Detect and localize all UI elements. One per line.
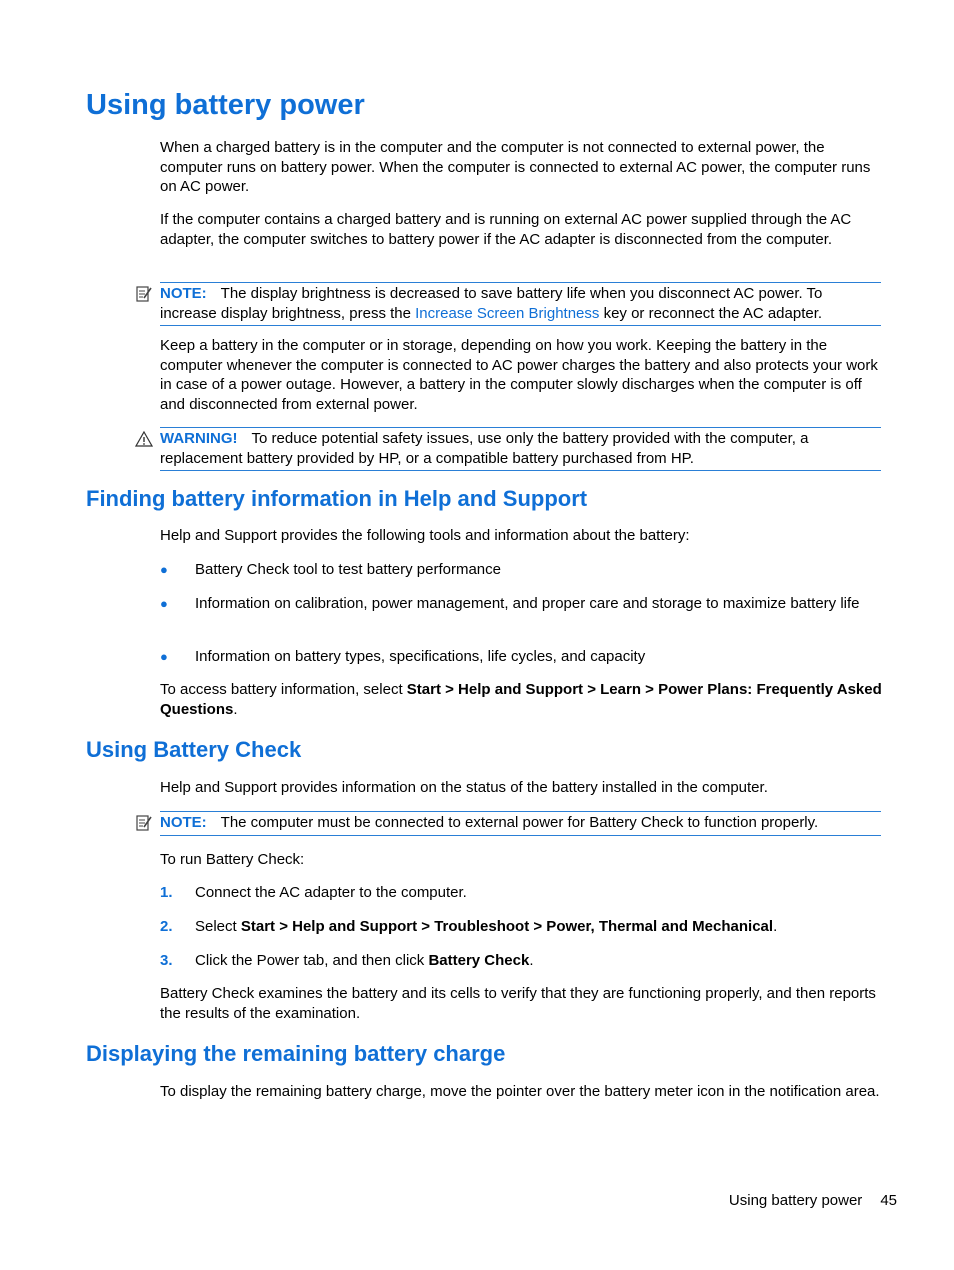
step-text: Connect the AC adapter to the computer.: [195, 884, 467, 901]
note-text-before: The display brightness is decreased to save battery life when you disconnect AC power. To increase display brightness, press the: [160, 285, 823, 322]
step-text: Click the Power tab, and then click Battery Check.: [195, 952, 534, 969]
access-prefix: To access battery information, select: [160, 681, 407, 698]
step-item: [160, 883, 882, 903]
intro-paragraph-2: If the computer contains a charged battery and is running on external AC power supplied through the AC adapter, the computer switches to battery power if the AC adapter is disconnected from the computer.: [160, 211, 852, 248]
increase-brightness-link[interactable]: Increase Screen Brightness: [415, 304, 600, 322]
list-item: [160, 594, 882, 614]
list-item: [160, 560, 882, 580]
remaining-charge-paragraph: To display the remaining battery charge, move the pointer over the battery meter icon in the notification area.: [160, 1083, 880, 1100]
warning-label: WARNING!: [160, 430, 238, 447]
section2-intro: Help and Support provides information on the status of the battery installed in the computer.: [160, 779, 768, 796]
note-text-after: key or reconnect the AC adapter.: [599, 304, 823, 322]
bullet-icon: ●: [160, 562, 168, 577]
note-callout-1: [160, 282, 881, 326]
note-label: NOTE:: [160, 814, 207, 831]
list-item-text: Information on calibration, power management, and proper care and storage to maximize battery life: [195, 595, 860, 612]
section-heading-battery-check: Using Battery Check: [86, 737, 302, 762]
bullet-icon: ●: [160, 596, 168, 611]
page-title: Using battery power: [86, 89, 365, 121]
bullet-icon: ●: [160, 649, 168, 664]
footer-section-label: Using battery power: [728, 1192, 863, 1209]
list-item-text: Information on battery types, specifications, life cycles, and capacity: [195, 648, 646, 665]
warning-text: To reduce potential safety issues, use only the battery provided with the computer, a replacement battery provided by HP, or a compatible battery purchased from HP.: [160, 430, 809, 467]
section-heading-help-support: Finding battery information in Help and Support: [86, 486, 588, 511]
run-intro: To run Battery Check:: [160, 851, 305, 868]
step-item: [160, 917, 882, 937]
section-heading-remaining-charge: Displaying the remaining battery charge: [86, 1041, 506, 1066]
warning-callout: [160, 427, 881, 471]
step-number: 3.: [160, 952, 173, 969]
note-text: The computer must be connected to external power for Battery Check to function properly.: [220, 814, 819, 831]
note-icon: [135, 285, 153, 303]
storage-paragraph: Keep a battery in the computer or in storage, depending on how you work. Keeping the battery in the computer whenever the computer is connected to AC power charges the battery and also protects your work in case of a power outage. However, a battery in the computer slowly discharges when the computer is off and disconnected from external power.: [160, 337, 878, 413]
list-item: [160, 647, 882, 667]
intro-paragraph-1: When a charged battery is in the computer and the computer is not connected to external power, the computer runs on battery power. When the computer is connected to external AC power, the computer runs on AC power.: [160, 139, 871, 195]
page-number: 45: [880, 1192, 897, 1209]
step-number: 2.: [160, 918, 173, 935]
access-suffix: .: [233, 700, 238, 718]
note-icon: [135, 814, 153, 832]
access-path: Start > Help and Support > Learn > Power Plans: Frequently Asked Questions: [160, 681, 882, 718]
step-item: [160, 951, 882, 971]
access-paragraph: [160, 680, 882, 719]
step-number: 1.: [160, 884, 173, 901]
page-footer: [600, 1192, 897, 1209]
note-callout-2: [160, 811, 881, 836]
list-item-text: Battery Check tool to test battery performance: [195, 561, 501, 578]
section1-intro: Help and Support provides the following tools and information about the battery:: [160, 527, 690, 544]
warning-triangle-icon: [135, 430, 153, 448]
battery-check-outro: Battery Check examines the battery and its cells to verify that they are functioning properly, and then reports the results of the examination.: [160, 985, 876, 1022]
step-text: Select Start > Help and Support > Troubleshoot > Power, Thermal and Mechanical.: [195, 918, 778, 935]
note-label: NOTE:: [160, 285, 207, 302]
